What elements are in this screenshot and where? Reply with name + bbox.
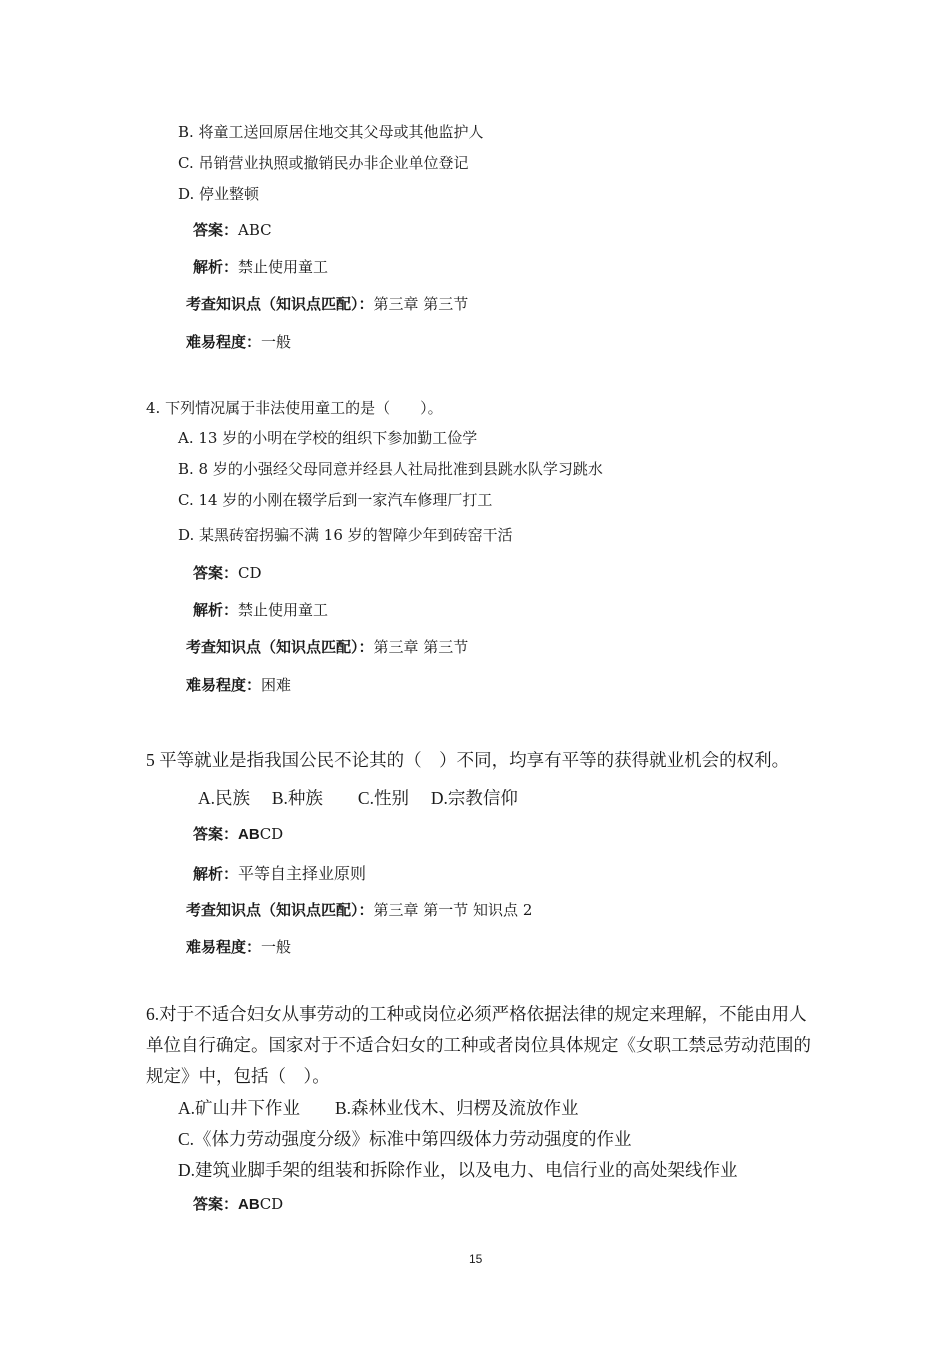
- analysis-value: 禁止使用童工: [238, 258, 329, 276]
- q6-option-d: D.建筑业脚手架的组装和拆除作业，以及电力、电信行业的高处架线作业: [178, 1160, 738, 1180]
- q6-options-ab: A.矿山井下作业 B.森林业伐木、归楞及流放作业: [178, 1098, 579, 1118]
- q6-stem-line3: 规定》中，包括（ ）。: [146, 1066, 330, 1086]
- q4-option-d: D. 某黑砖窑拐骗不满 16 岁的智障少年到砖窑干活: [178, 526, 513, 544]
- q6-stem-line1: 6.对于不适合妇女从事劳动的工种或岗位必须严格依据法律的规定来理解，不能由用人: [146, 1004, 807, 1024]
- difficulty-value: 一般: [261, 938, 292, 956]
- q4-knowledge-point: [186, 636, 468, 657]
- q4-difficulty: [186, 674, 291, 695]
- difficulty-value: 一般: [261, 333, 292, 351]
- analysis-value: 禁止使用童工: [238, 601, 329, 619]
- difficulty-label: 难易程度：: [186, 676, 262, 694]
- q5-options: A.民族 B.种族 C.性别 D.宗教信仰: [198, 788, 518, 808]
- q5-knowledge-point: [186, 899, 532, 920]
- answer-value-rest: CD: [259, 825, 284, 843]
- knowledge-point-value: 第三章 第三节: [373, 638, 469, 656]
- analysis-label: 解析：: [193, 601, 239, 619]
- q3-analysis: [193, 256, 328, 277]
- answer-value-bold: AB: [238, 826, 260, 843]
- difficulty-value: 困难: [261, 676, 292, 694]
- answer-value: CD: [238, 564, 262, 582]
- analysis-label: 解析：: [193, 865, 239, 883]
- q3-option-b: B. 将童工送回原居住地交其父母或其他监护人: [178, 123, 484, 141]
- q4-answer: [193, 562, 262, 583]
- analysis-value: 平等自主择业原则: [238, 864, 367, 883]
- q5-analysis: [193, 861, 366, 884]
- q6-answer: [193, 1193, 283, 1214]
- q3-difficulty: [186, 331, 291, 352]
- answer-label: 答案：: [193, 825, 239, 843]
- knowledge-point-value: 第三章 第三节: [373, 295, 469, 313]
- q3-answer: [193, 219, 272, 240]
- q3-knowledge-point: [186, 293, 468, 314]
- q4-stem: 4. 下列情况属于非法使用童工的是（ ）。: [146, 399, 443, 417]
- q5-difficulty: [186, 936, 291, 957]
- difficulty-label: 难易程度：: [186, 333, 262, 351]
- knowledge-point-label: 考查知识点（知识点匹配）：: [186, 638, 374, 656]
- q4-option-b: B. 8 岁的小强经父母同意并经县人社局批准到县跳水队学习跳水: [178, 460, 603, 478]
- q6-option-c: C.《体力劳动强度分级》标准中第四级体力劳动强度的作业: [178, 1129, 632, 1149]
- q6-stem-line2: 单位自行确定。国家对于不适合妇女的工种或者岗位具体规定《女职工禁忌劳动范围的: [146, 1035, 811, 1055]
- q4-option-c: C. 14 岁的小刚在辍学后到一家汽车修理厂打工: [178, 491, 493, 509]
- page-number: 15: [469, 1252, 483, 1266]
- q3-option-d: D. 停业整顿: [178, 185, 260, 203]
- answer-value-bold: AB: [238, 1196, 260, 1213]
- q4-option-a: A. 13 岁的小明在学校的组织下参加勤工俭学: [178, 429, 478, 447]
- knowledge-point-value: 第三章 第一节 知识点 2: [373, 901, 533, 919]
- knowledge-point-label: 考查知识点（知识点匹配）：: [186, 901, 374, 919]
- knowledge-point-label: 考查知识点（知识点匹配）：: [186, 295, 374, 313]
- analysis-label: 解析：: [193, 258, 239, 276]
- answer-label: 答案：: [193, 221, 239, 239]
- answer-value-rest: CD: [259, 1195, 284, 1213]
- difficulty-label: 难易程度：: [186, 938, 262, 956]
- answer-label: 答案：: [193, 564, 239, 582]
- answer-value: ABC: [238, 221, 272, 239]
- q4-analysis: [193, 599, 328, 620]
- q3-option-c: C. 吊销营业执照或撤销民办非企业单位登记: [178, 154, 469, 172]
- q5-answer: [193, 823, 283, 844]
- q5-stem: 5 平等就业是指我国公民不论其的（ ）不同，均享有平等的获得就业机会的权利。: [146, 750, 790, 770]
- answer-label: 答案：: [193, 1195, 239, 1213]
